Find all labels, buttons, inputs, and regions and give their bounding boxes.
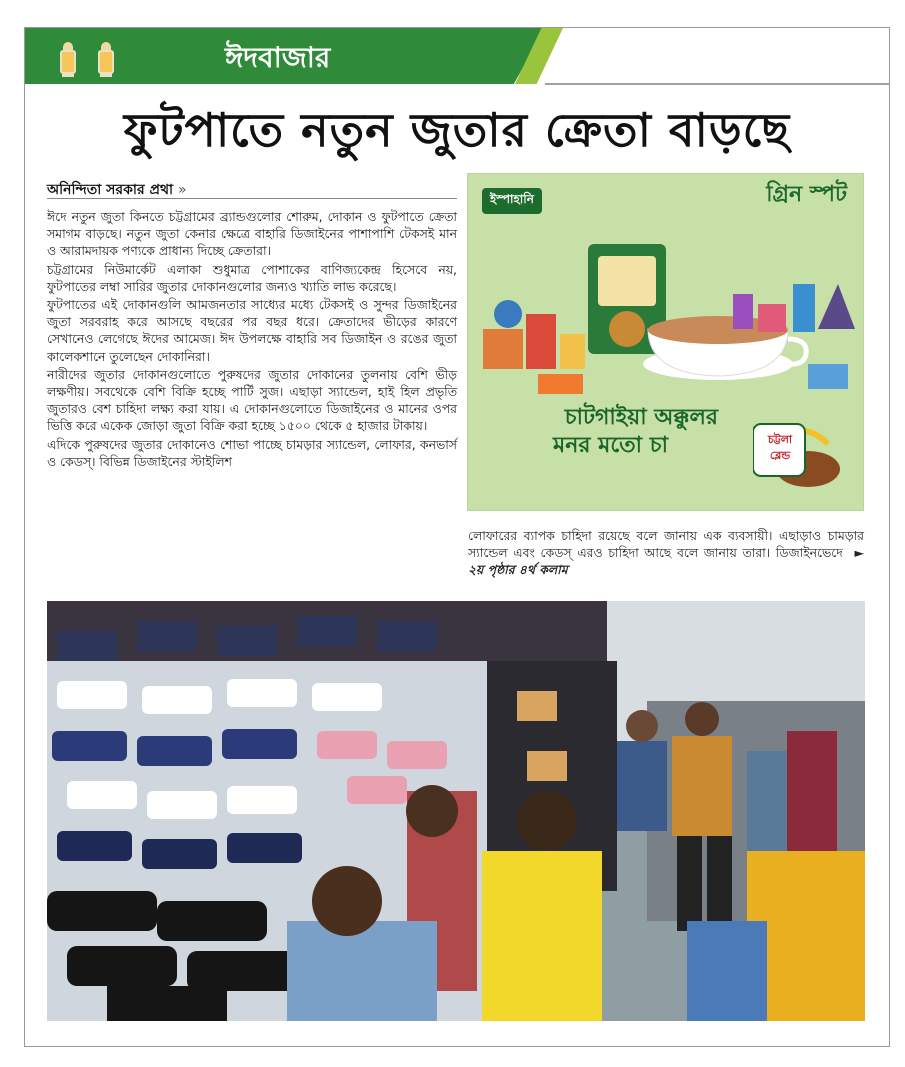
article-continuation xyxy=(468,527,864,579)
section-title: ঈদবাজার xyxy=(225,41,331,74)
lantern-icon xyxy=(98,42,114,78)
advertisement xyxy=(467,173,864,511)
article-paragraph: এদিকে পুরুষদের জুতার দোকানেও শোভা পাচ্ছে চামড়ার স্যান্ডেল, লোফার, কনভার্স ও কেডস্। বিভিন্ন ডিজাইনের স্টাইলিশ xyxy=(47,436,457,469)
headline: ফুটপাতে নতুন জুতার ক্রেতা বাড়ছে xyxy=(123,103,791,157)
banner-rule xyxy=(545,83,890,85)
ad-logo: গ্রিন স্পট xyxy=(766,182,847,207)
ad-product: চট্টলা ব্লেন্ড xyxy=(767,433,793,462)
article-paragraph: চট্টগ্রামের নিউমার্কেট এলাকা শুধুমাত্র পোশাকের বাণিজ্যকেন্দ্র হিসেবে নয়, ফুটপাতের লম্বা সারির জুতার দোকানগুলোর জন্যও খ্যাতি লাভ করেছে। xyxy=(47,261,457,294)
ad-product-logo xyxy=(753,414,843,494)
jump-reference[interactable]: ২য় পৃষ্ঠার ৪র্থ কলাম xyxy=(468,562,568,578)
article-paragraph: নারীদের জুতার দোকানগুলোতে পুরুষদের জুতার দোকানের তুলনায় বেশি ভীড় লক্ষণীয়। সবথেকে বেশি বিক্রি হচ্ছে পার্টি সুজ। এছাড়া স্যান্ডেল, হাই হিল প্রভৃতি জুতারও বেশ চাহিদা লক্ষ্য করা যায়। এ দোকানগুলোতে ডিজাইনের ও মানের ওপর ভিত্তি করে একেক জোড়া জুতা বিক্রি করা হচ্ছে ১৫০০ থেকে ৫ হাজার টাকায়। xyxy=(47,366,457,434)
article-paragraph: ঈদে নতুন জুতা কিনতে চট্টগ্রামের ব্র্যান্ডগুলোর শোরুম, দোকান ও ফুটপাতে ক্রেতা সমাগম বাড়ছে। নতুন জুতা কেনার ক্ষেত্রে বাহারি ডিজাইনের পাশাপাশি টেকসই মান ও আরামদায়ক পণ্যকে প্রাধান্য দিচ্ছে ক্রেতারা। xyxy=(47,209,457,259)
byline-rule xyxy=(47,198,457,199)
ad-tagline-line2: মনর মতো চা xyxy=(553,433,668,458)
market-photo xyxy=(47,601,865,1021)
byline-mark: » xyxy=(178,182,187,198)
ad-brand: ইস্পাহানি xyxy=(482,188,542,214)
continuation-text: লোফারের ব্যাপক চাহিদা রয়েছে বলে জানায় এক ব্যবসায়ী। এছাড়াও চামড়ার স্যান্ডেল এবং কেডস্ এরও চাহিদা আছে বলে জানায় তারা। ডিজাইনভেদে xyxy=(468,528,864,561)
ad-illustration xyxy=(478,234,855,404)
article-paragraph: ফুটপাতের এই দোকানগুলি আমজনতার সাধ্যের মধ্যে টেকসই ও সুন্দর ডিজাইনের জুতা সরবরাহ করে আসছে বছরের পর বছর ধরে। ক্রেতাদের ভীড়ের কারণে সেখানেও লেগেছে ঈদের আমেজ। ঈদ উপলক্ষে বাহারি সব ডিজাইন ও রঙের জুতা কালেকশানে তুলেছেন দোকানিরা। xyxy=(47,297,457,364)
byline-author: অনিন্দিতা সরকার প্রথা xyxy=(47,182,174,198)
jump-arrow-icon: ► xyxy=(854,545,864,561)
article-body xyxy=(47,208,457,471)
lantern-icon xyxy=(60,42,76,78)
ad-tagline-line1: চাটগাইয়া অক্কুলর xyxy=(564,405,718,430)
